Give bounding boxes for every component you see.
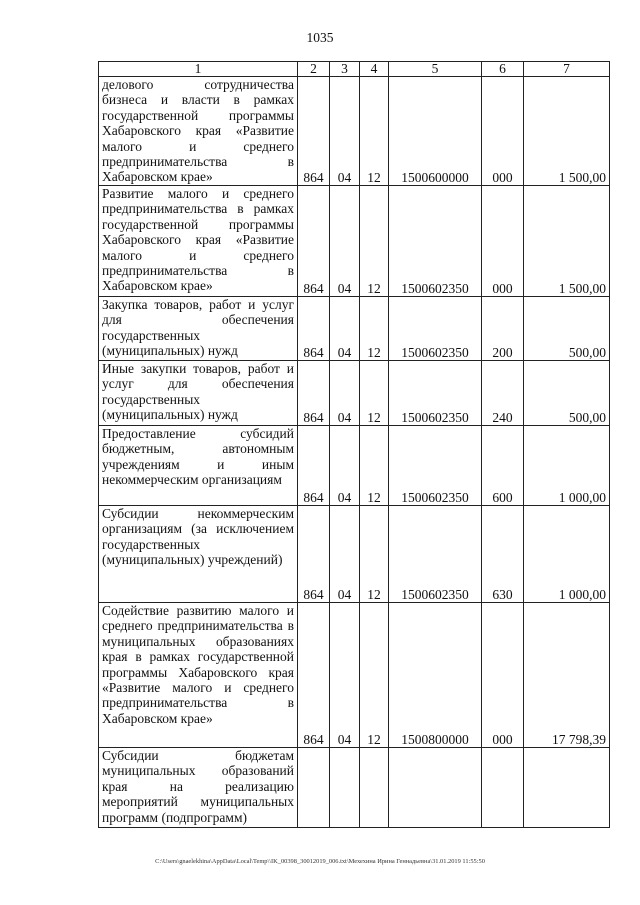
row-col-3: 04 bbox=[330, 506, 360, 603]
row-col-4: 12 bbox=[360, 186, 389, 297]
table-row bbox=[99, 186, 610, 297]
table-row bbox=[99, 297, 610, 361]
table-row bbox=[99, 603, 610, 748]
table-row bbox=[99, 361, 610, 426]
header-col-7: 7 bbox=[524, 62, 610, 77]
row-col-4: 12 bbox=[360, 297, 389, 361]
header-col-2: 2 bbox=[298, 62, 330, 77]
header-col-5: 5 bbox=[389, 62, 482, 77]
table-row bbox=[99, 506, 610, 603]
row-col-2: 864 bbox=[298, 297, 330, 361]
table-row bbox=[99, 426, 610, 506]
row-col-5 bbox=[389, 748, 482, 828]
row-name: Субсидии бюджетам муниципальных образований края на реализацию мероприятий муниципальных программ (подпрограмм) bbox=[99, 748, 298, 828]
row-col-7: 1 000,00 bbox=[524, 506, 610, 603]
row-col-4: 12 bbox=[360, 361, 389, 426]
header-col-3: 3 bbox=[330, 62, 360, 77]
budget-table bbox=[98, 61, 610, 828]
row-col-6: 600 bbox=[482, 426, 524, 506]
header-col-1: 1 bbox=[99, 62, 298, 77]
row-col-3: 04 bbox=[330, 77, 360, 186]
row-col-2 bbox=[298, 748, 330, 828]
row-col-7: 1 000,00 bbox=[524, 426, 610, 506]
row-name: делового сотрудничества бизнеса и власти в рамках государственной программы Хабаровского края «Развитие малого и среднего предпринимательства в Хабаровском крае» bbox=[99, 77, 298, 186]
row-col-7: 500,00 bbox=[524, 361, 610, 426]
row-col-6: 000 bbox=[482, 77, 524, 186]
row-col-5: 1500602350 bbox=[389, 297, 482, 361]
row-name: Субсидии некоммерческим организациям (за исключением государственных (муниципальных) учреждений) bbox=[99, 506, 298, 603]
row-name: Иные закупки товаров, работ и услуг для обеспечения государственных (муниципальных) нужд bbox=[99, 361, 298, 426]
row-col-6: 200 bbox=[482, 297, 524, 361]
row-col-4 bbox=[360, 748, 389, 828]
row-col-6: 630 bbox=[482, 506, 524, 603]
row-col-5: 1500600000 bbox=[389, 77, 482, 186]
header-col-6: 6 bbox=[482, 62, 524, 77]
header-row bbox=[99, 62, 610, 77]
row-col-3: 04 bbox=[330, 603, 360, 748]
row-col-4: 12 bbox=[360, 506, 389, 603]
row-col-5: 1500800000 bbox=[389, 603, 482, 748]
row-col-3: 04 bbox=[330, 297, 360, 361]
row-name: Закупка товаров, работ и услуг для обеспечения государственных (муниципальных) нужд bbox=[99, 297, 298, 361]
row-col-2: 864 bbox=[298, 426, 330, 506]
row-col-7: 1 500,00 bbox=[524, 186, 610, 297]
row-col-4: 12 bbox=[360, 77, 389, 186]
row-col-5: 1500602350 bbox=[389, 361, 482, 426]
row-col-2: 864 bbox=[298, 361, 330, 426]
row-col-6: 240 bbox=[482, 361, 524, 426]
table-row bbox=[99, 77, 610, 186]
row-col-6: 000 bbox=[482, 186, 524, 297]
row-col-2: 864 bbox=[298, 77, 330, 186]
row-col-7: 500,00 bbox=[524, 297, 610, 361]
row-col-5: 1500602350 bbox=[389, 426, 482, 506]
row-col-7: 17 798,39 bbox=[524, 603, 610, 748]
row-col-7 bbox=[524, 748, 610, 828]
row-col-4: 12 bbox=[360, 603, 389, 748]
row-name: Содействие развитию малого и среднего предпринимательства в муниципальных образованиях края в рамках государственной программы Хабаровского края «Развитие малого и среднего предпринимательства в Хабаровском крае» bbox=[99, 603, 298, 748]
row-name: Предоставление субсидий бюджетным, автономным учреждениям и иным некоммерческим организациям bbox=[99, 426, 298, 506]
row-col-5: 1500602350 bbox=[389, 506, 482, 603]
row-col-4: 12 bbox=[360, 426, 389, 506]
row-col-3: 04 bbox=[330, 361, 360, 426]
row-col-2: 864 bbox=[298, 603, 330, 748]
row-col-2: 864 bbox=[298, 186, 330, 297]
row-name: Развитие малого и среднего предпринимательства в рамках государственной программы Хабаровского края «Развитие малого и среднего предпринимательства в Хабаровском крае» bbox=[99, 186, 298, 297]
header-col-4: 4 bbox=[360, 62, 389, 77]
row-col-6: 000 bbox=[482, 603, 524, 748]
table-row bbox=[99, 748, 610, 828]
row-col-2: 864 bbox=[298, 506, 330, 603]
file-path-footer: C:\Users\gnaelekhina\AppData\Local\Temp\\IK_00398_30012019_006.txt\Мехехина Ирина Геннадьевна\31.01.2019 11:55:50 bbox=[155, 858, 485, 865]
row-col-3: 04 bbox=[330, 426, 360, 506]
row-col-3 bbox=[330, 748, 360, 828]
row-col-7: 1 500,00 bbox=[524, 77, 610, 186]
row-col-3: 04 bbox=[330, 186, 360, 297]
row-col-5: 1500602350 bbox=[389, 186, 482, 297]
row-col-6 bbox=[482, 748, 524, 828]
page-number: 1035 bbox=[306, 30, 334, 45]
